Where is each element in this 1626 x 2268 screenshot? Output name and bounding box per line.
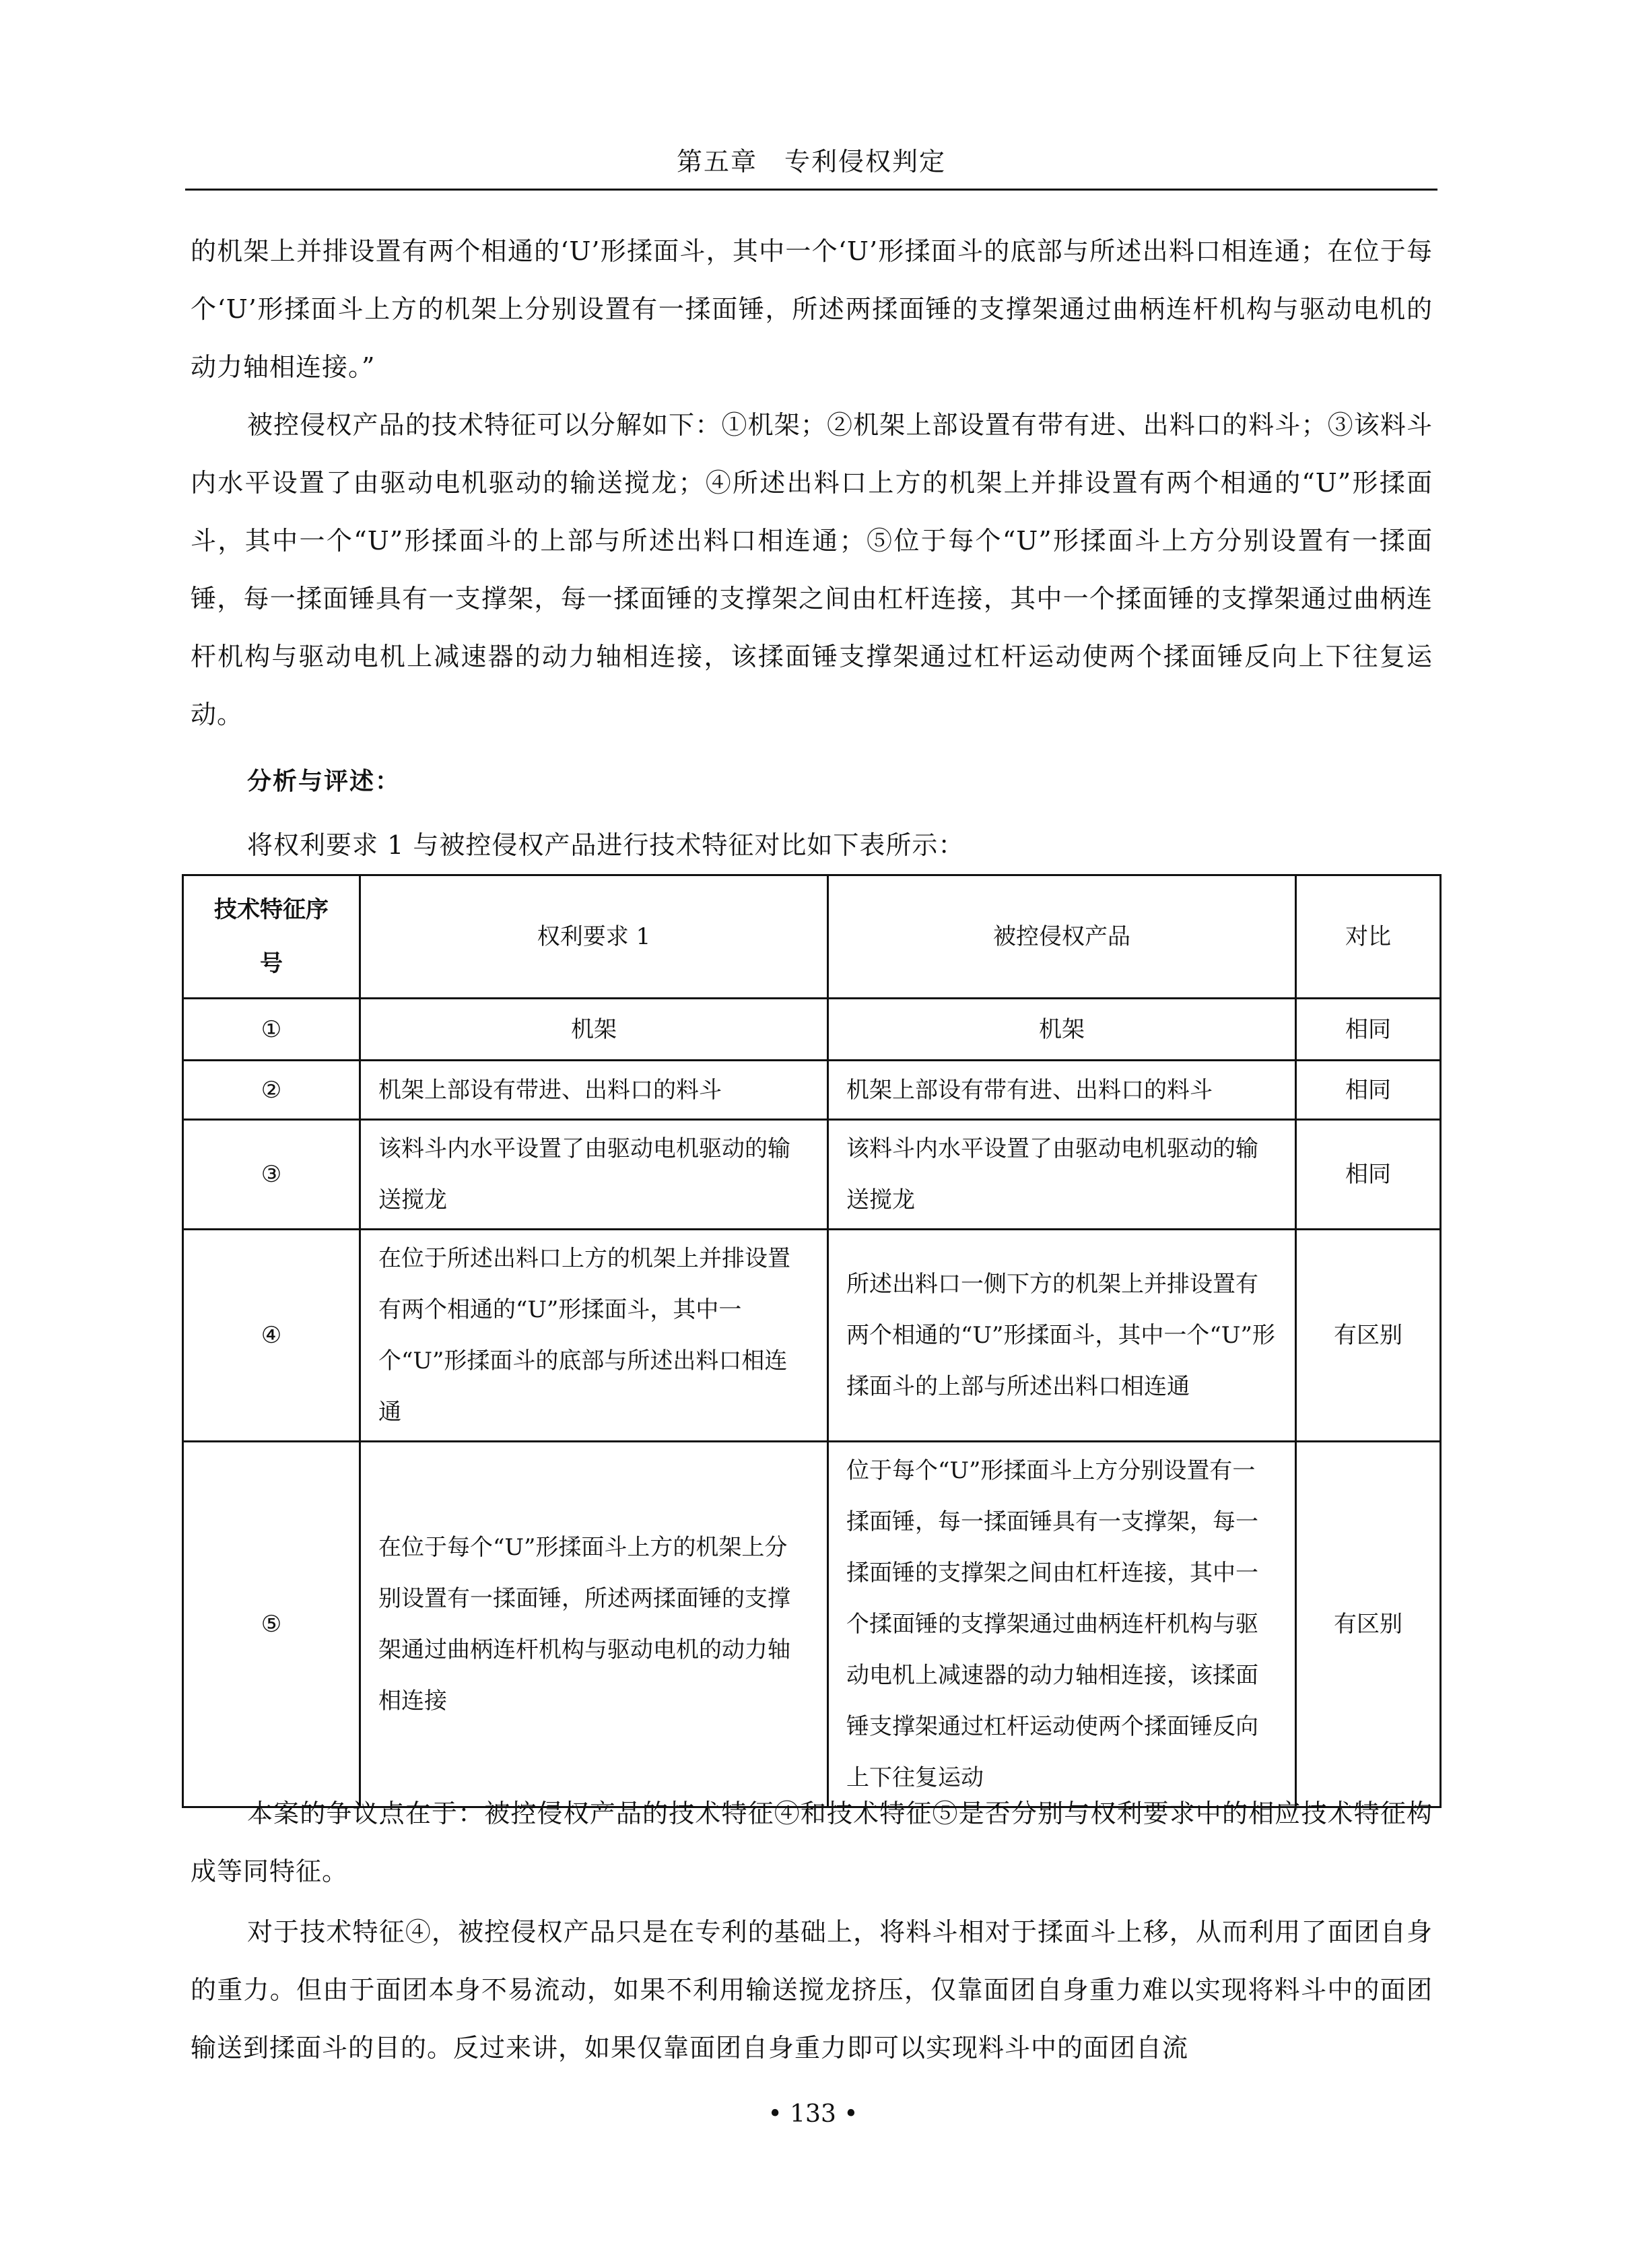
- comparison-result: 相同: [1296, 999, 1441, 1061]
- paragraph-accused-features: 被控侵权产品的技术特征可以分解如下：①机架；②机架上部设置有带有进、出料口的料斗；③该料斗内水平设置了由驱动电机驱动的输送搅龙；④所述出料口上方的机架上并排设置有两个相通的“U”形揉面斗，其中一个“U”形揉面斗的上部与所述出料口相连通；⑤位于每个“U”形揉面斗上方分别设置有一揉面锤，每一揉面锤具有一支撑架，每一揉面锤的支撑架之间由杠杆连接，其中一个揉面锤的支撑架通过曲柄连杆机构与驱动电机上减速器的动力轴相连接，该揉面锤支撑架通过杠杆运动使两个揉面锤反向上下往复运动。: [191, 410, 1433, 729]
- table-row: [183, 999, 1441, 1061]
- row-number: ②: [183, 1061, 360, 1120]
- comparison-result: 有区别: [1296, 1442, 1441, 1807]
- page-number: • 133 •: [768, 2100, 858, 2128]
- table-row: [183, 1442, 1441, 1807]
- accused-feature: 所述出料口一侧下方的机架上并排设置有两个相通的“U”形揉面斗，其中一个“U”形揉面斗的上部与所述出料口相连通: [828, 1230, 1296, 1442]
- claim-feature: 机架上部设有带进、出料口的料斗: [360, 1061, 828, 1120]
- accused-feature: 该料斗内水平设置了由驱动电机驱动的输送搅龙: [828, 1120, 1296, 1230]
- claim-feature: 在位于所述出料口上方的机架上并排设置有两个相通的“U”形揉面斗，其中一个“U”形揉面斗的底部与所述出料口相连通: [360, 1230, 828, 1442]
- header-comparison: 对比: [1296, 875, 1441, 999]
- accused-feature: 位于每个“U”形揉面斗上方分别设置有一揉面锤，每一揉面锤具有一支撑架，每一揉面锤的支撑架之间由杠杆连接，其中一个揉面锤的支撑架通过曲柄连杆机构与驱动电机上减速器的动力轴相连接，该揉面锤支撑架通过杠杆运动使两个揉面锤反向上下往复运动: [828, 1442, 1296, 1807]
- header-claim-1: 权利要求 1: [360, 875, 828, 999]
- accused-feature: 机架: [828, 999, 1296, 1061]
- row-number: ④: [183, 1230, 360, 1442]
- paragraph-feature-4-analysis: 对于技术特征④，被控侵权产品只是在专利的基础上，将料斗相对于揉面斗上移，从而利用了面团自身的重力。但由于面团本身不易流动，如果不利用输送搅龙挤压，仅靠面团自身重力难以实现将料斗中的面团输送到揉面斗的目的。反过来讲，如果仅靠面团自身重力即可以实现料斗中的面团自流: [191, 1917, 1433, 2063]
- claim-feature: 该料斗内水平设置了由驱动电机驱动的输送搅龙: [360, 1120, 828, 1230]
- row-number: ⑤: [183, 1442, 360, 1807]
- comparison-result: 相同: [1296, 1120, 1441, 1230]
- accused-feature: 机架上部设有带有进、出料口的料斗: [828, 1061, 1296, 1120]
- table-header-row: [183, 875, 1441, 999]
- running-header: 第五章 专利侵权判定: [185, 141, 1437, 191]
- feature-comparison-table: [182, 874, 1442, 1808]
- paragraph-continued: 的机架上并排设置有两个相通的‘U’形揉面斗，其中一个‘U’形揉面斗的底部与所述出料口相连通；在位于每个‘U’形揉面斗上方的机架上分别设置有一揉面锤，所述两揉面锤的支撑架通过曲柄连杆机构与驱动电机的动力轴相连接。”: [191, 236, 1433, 382]
- paragraph-dispute-point: 本案的争议点在于：被控侵权产品的技术特征④和技术特征⑤是否分别与权利要求中的相应技术特征构成等同特征。: [191, 1799, 1433, 1886]
- table-row: [183, 1230, 1441, 1442]
- header-accused-product: 被控侵权产品: [828, 875, 1296, 999]
- claim-feature: 机架: [360, 999, 828, 1061]
- comparison-result: 有区别: [1296, 1230, 1441, 1442]
- row-number: ③: [183, 1120, 360, 1230]
- row-number: ①: [183, 999, 360, 1061]
- claim-feature: 在位于每个“U”形揉面斗上方的机架上分别设置有一揉面锤，所述两揉面锤的支撑架通过曲柄连杆机构与驱动电机的动力轴相连接: [360, 1442, 828, 1807]
- paragraph-table-intro: 将权利要求 1 与被控侵权产品进行技术特征对比如下表所示：: [247, 830, 965, 860]
- header-feature-number: 技术特征序号: [183, 875, 360, 999]
- comparison-result: 相同: [1296, 1061, 1441, 1120]
- table-row: [183, 1061, 1441, 1120]
- section-heading: 分析与评述：: [247, 767, 401, 795]
- table-row: [183, 1120, 1441, 1230]
